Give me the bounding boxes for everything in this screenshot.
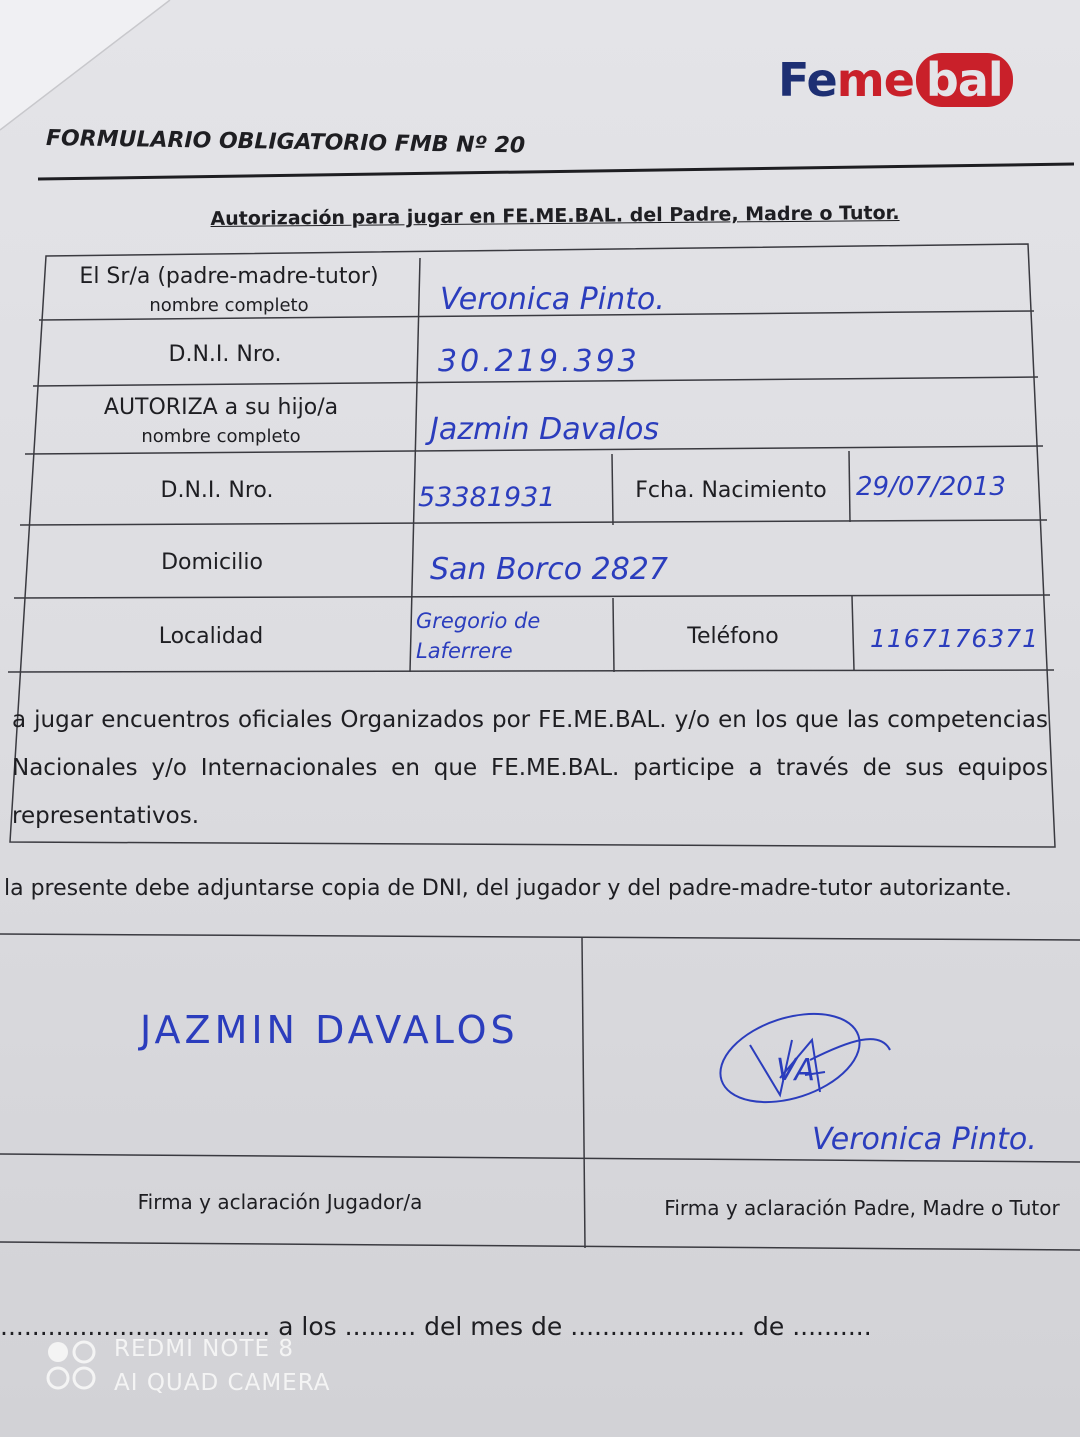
date-line: .................................. a los ......... del mes de ...................... de ..........	[0, 1312, 872, 1341]
form-title: FORMULARIO OBLIGATORIO FMB Nº 20	[45, 126, 526, 159]
parent-name-label: El Sr/a (padre-madre-tutor) nombre completo	[79, 264, 379, 316]
phone-value: 1167176371	[870, 624, 1040, 653]
child-dni-value: 53381931	[418, 482, 556, 513]
child-dni-label: D.N.I. Nro.	[160, 477, 274, 503]
city-value: Gregorio de Laferrere	[416, 609, 541, 663]
attachment-note: la presente debe adjuntarse copia de DNI, del jugador y del padre-madre-tutor autorizante.	[4, 876, 1012, 901]
parent-dni-label: D.N.I. Nro.	[168, 341, 282, 367]
address-value: San Borco 2827	[430, 552, 668, 587]
parent-signature-initials: VA	[776, 1053, 816, 1088]
address-label: Domicilio	[161, 549, 263, 575]
player-signature-label: Firma y aclaración Jugador/a	[137, 1190, 423, 1214]
parent-name-value: Veronica Pinto.	[440, 282, 665, 317]
parent-signature-scribble	[710, 1000, 910, 1120]
camera-lens-icon	[44, 1338, 100, 1394]
birth-date-label: Fcha. Nacimiento	[635, 477, 827, 503]
authorization-paragraph: a jugar encuentros oficiales Organizados por FE.ME.BAL. y/o en los que las competencias Nacionales y/o Internacionales en que FE.ME.BAL. participe a través de sus equipos representativos.	[12, 707, 1048, 829]
city-label: Localidad	[158, 623, 264, 649]
femebal-logo: Fe me bal	[778, 52, 1013, 108]
camera-watermark: REDMI NOTE 8 AI QUAD CAMERA	[44, 1332, 330, 1400]
parent-signature-label: Firma y aclaración Padre, Madre o Tutor	[664, 1196, 1060, 1220]
player-signature: JAZMIN DAVALOS	[140, 1008, 519, 1052]
child-name-value: Jazmin Davalos	[430, 412, 660, 447]
phone-label: Teléfono	[687, 623, 779, 649]
parent-dni-value: 30.219.393	[438, 344, 640, 379]
form-subtitle: Autorización para jugar en FE.ME.BAL. del Padre, Madre o Tutor.	[210, 201, 900, 231]
parent-signature-name: Veronica Pinto.	[812, 1122, 1037, 1157]
birth-date-value: 29/07/2013	[856, 472, 1006, 502]
child-name-label: AUTORIZA a su hijo/a nombre completo	[103, 395, 339, 447]
